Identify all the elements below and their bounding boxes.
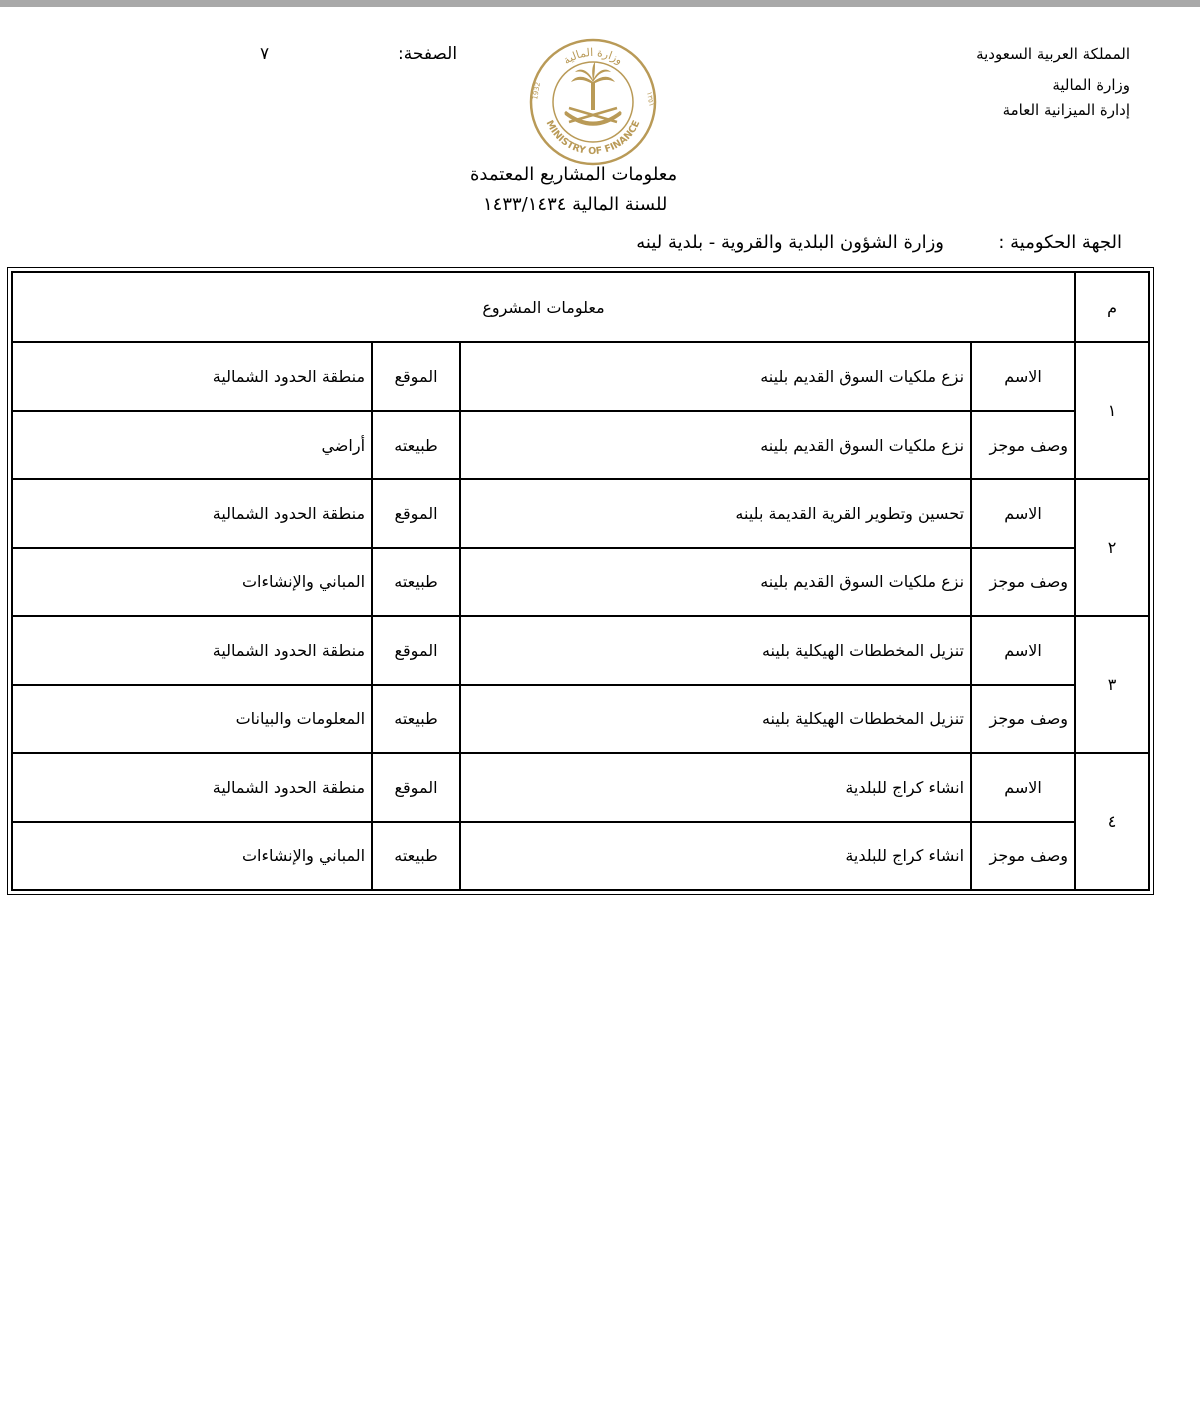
ministry-of-finance-logo	[525, 38, 661, 166]
logo-arabic-text: وزارة المالية	[560, 45, 626, 68]
location-label: الموقع	[372, 616, 460, 684]
fiscal-year: للسنة المالية ١٤٣٣/١٤٣٤	[483, 194, 668, 215]
table-row	[12, 479, 1149, 547]
project-description: تنزيل المخططات الهيكلية بلينه	[460, 685, 971, 753]
table-row	[12, 342, 1149, 410]
nature-label: طبيعته	[372, 411, 460, 479]
table-row	[12, 822, 1149, 890]
nature-label: طبيعته	[372, 822, 460, 890]
project-name: تحسين وتطوير القرية القديمة بلينه	[460, 479, 971, 547]
project-name: انشاء كراج للبلدية	[460, 753, 971, 821]
header-project-info: معلومات المشروع	[12, 272, 1075, 342]
row-number: ٢	[1075, 479, 1149, 616]
row-number: ٤	[1075, 753, 1149, 890]
page-number: ٧	[260, 44, 270, 64]
row-number: ١	[1075, 342, 1149, 479]
project-nature: المعلومات والبيانات	[12, 685, 372, 753]
palm-swords-emblem-icon	[565, 62, 621, 125]
table-header-row	[12, 272, 1149, 342]
header-number: م	[1075, 272, 1149, 342]
page-label: الصفحة:	[398, 44, 458, 64]
ministry-name: وزارة المالية	[1052, 76, 1130, 94]
table-row	[12, 616, 1149, 684]
table-row	[12, 753, 1149, 821]
description-label: وصف موجز	[971, 411, 1075, 479]
project-description: نزع ملكيات السوق القديم بلينه	[460, 548, 971, 616]
project-nature: المباني والإنشاءات	[12, 822, 372, 890]
description-label: وصف موجز	[971, 685, 1075, 753]
location-label: الموقع	[372, 479, 460, 547]
name-label: الاسم	[971, 479, 1075, 547]
description-label: وصف موجز	[971, 548, 1075, 616]
location-label: الموقع	[372, 342, 460, 410]
svg-text:وزارة المالية	[561, 46, 625, 67]
nature-label: طبيعته	[372, 548, 460, 616]
description-label: وصف موجز	[971, 822, 1075, 890]
location-label: الموقع	[372, 753, 460, 821]
entity-label: الجهة الحكومية :	[998, 232, 1122, 253]
logo-year-hijri: ١٣٥١	[645, 90, 656, 108]
top-border-bar	[0, 0, 1200, 7]
kingdom-name: المملكة العربية السعودية	[976, 45, 1130, 63]
name-label: الاسم	[971, 753, 1075, 821]
logo-english-text: MINISTRY OF FINANCE	[543, 118, 643, 158]
project-nature: المباني والإنشاءات	[12, 548, 372, 616]
project-name: نزع ملكيات السوق القديم بلينه	[460, 342, 971, 410]
project-location: منطقة الحدود الشمالية	[12, 479, 372, 547]
logo-year-gregorian: 1932	[531, 81, 543, 101]
project-description: نزع ملكيات السوق القديم بلينه	[460, 411, 971, 479]
document-title: معلومات المشاريع المعتمدة	[470, 164, 678, 185]
project-location: منطقة الحدود الشمالية	[12, 753, 372, 821]
project-location: منطقة الحدود الشمالية	[12, 342, 372, 410]
table-row	[12, 685, 1149, 753]
table-row	[12, 411, 1149, 479]
name-label: الاسم	[971, 616, 1075, 684]
nature-label: طبيعته	[372, 685, 460, 753]
name-label: الاسم	[971, 342, 1075, 410]
projects-table	[11, 271, 1150, 891]
row-number: ٣	[1075, 616, 1149, 753]
department-name: إدارة الميزانية العامة	[1002, 101, 1130, 119]
project-description: انشاء كراج للبلدية	[460, 822, 971, 890]
project-name: تنزيل المخططات الهيكلية بلينه	[460, 616, 971, 684]
project-location: منطقة الحدود الشمالية	[12, 616, 372, 684]
entity-value: وزارة الشؤون البلدية والقروية - بلدية لينه	[636, 232, 944, 253]
project-nature: أراضي	[12, 411, 372, 479]
table-row	[12, 548, 1149, 616]
